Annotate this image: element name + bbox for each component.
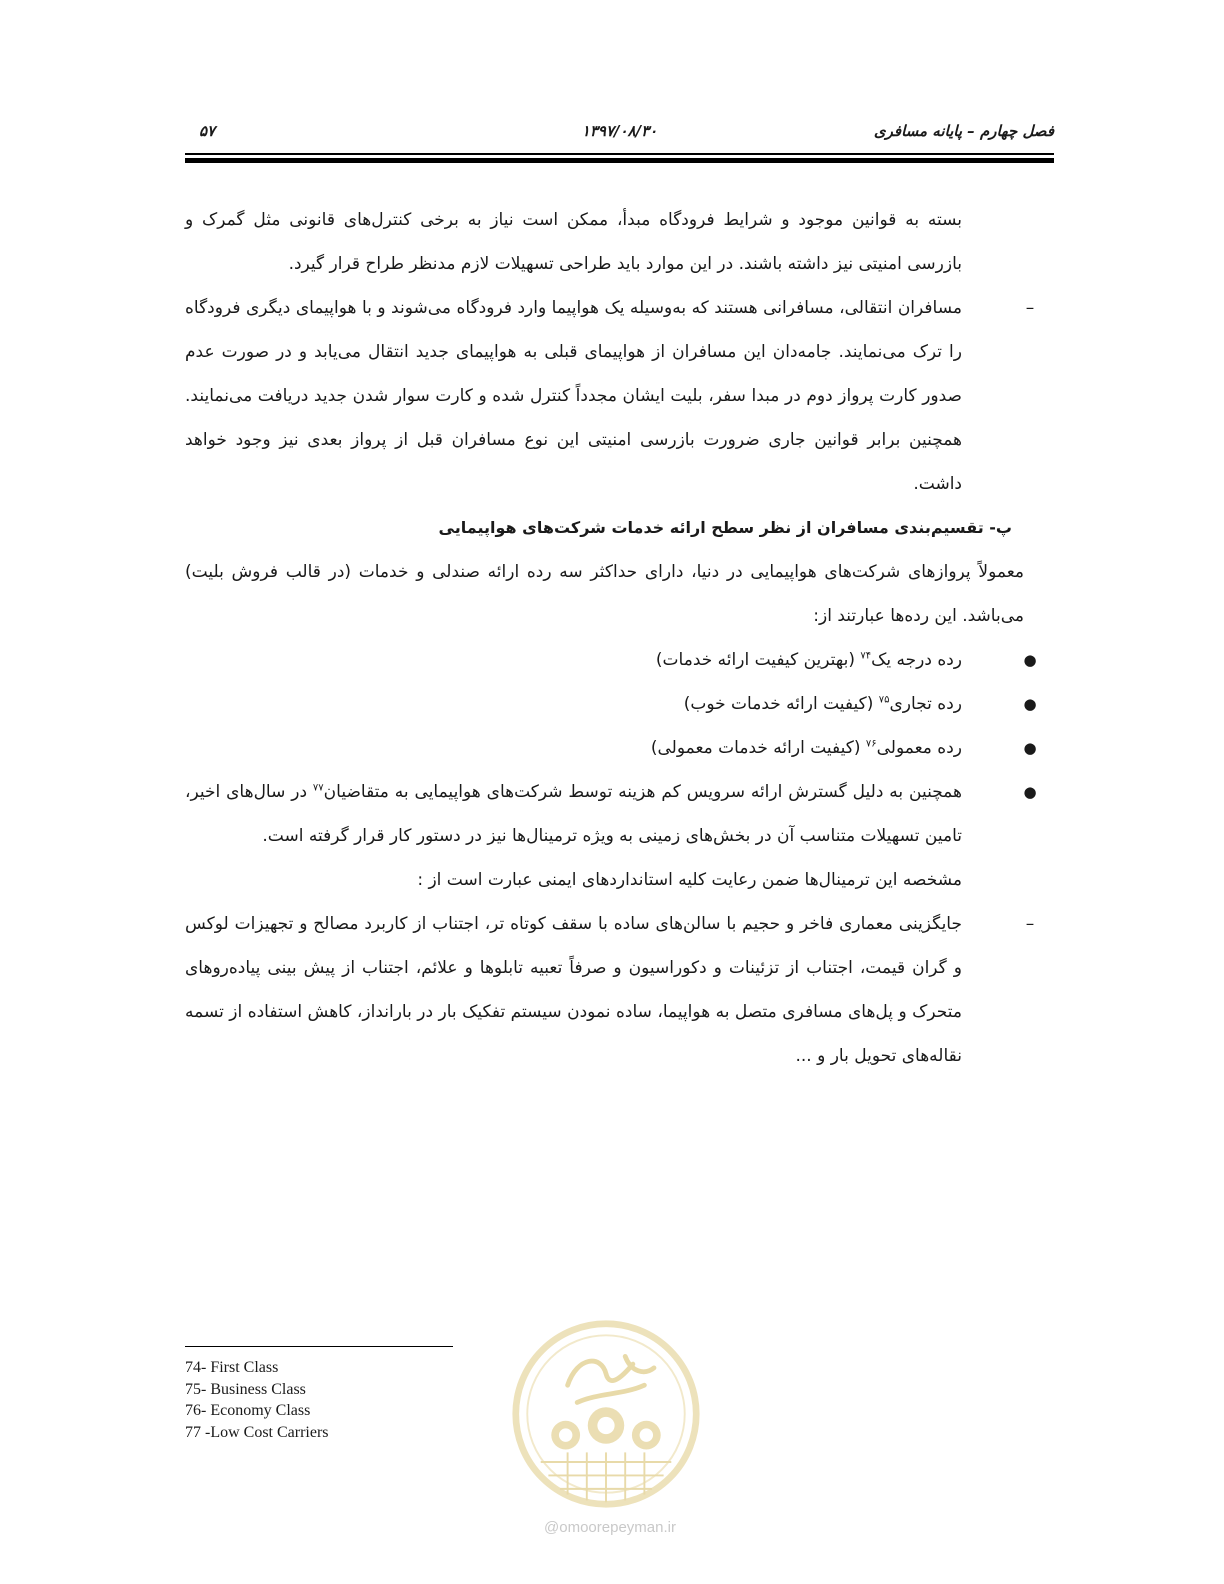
bullet-first-class — [185, 638, 1037, 682]
page-body — [185, 198, 1054, 1078]
bullet-marker: ● — [1023, 651, 1037, 669]
footnote-rule — [185, 1346, 453, 1347]
watermark-logo-icon — [510, 1318, 702, 1510]
bullet-text: رده تجاری — [889, 694, 962, 714]
paragraph-terminal-features: مشخصه این ترمینال‌ها ضمن رعایت کلیه استانداردهای ایمنی عبارت است از : — [417, 870, 962, 890]
footnote-75: 75- Business Class — [185, 1380, 306, 1398]
footnote-76: 76- Economy Class — [185, 1402, 311, 1419]
bullet-text: (بهترین کیفیت ارائه خدمات) — [655, 650, 861, 670]
section-heading: پ- تقسیم‌بندی مسافران از نظر سطح ارائه خدمات شرکت‌های هواپیمایی — [438, 518, 1012, 537]
dash-item-text: مسافران انتقالی، مسافرانی هستند که به‌وسیله یک هواپیما وارد فرودگاه می‌شوند و با هواپیمای دیگری فرودگاه را ترک می‌نمایند. جامه‌دان این مسافران از هواپیمای قبلی به هواپیمای جدید انتقال می‌یابد و در صورت عدم صدور کارت پرواز دوم در مبدا سفر، بلیت ایشان مجدداً کنترل شده و کارت سوار شدن جدید دریافت می‌نمایند. همچنین برابر قوانین جاری ضرورت بازرسی امنیتی این نوع مسافران قبل از پرواز بعدی نیز وجود خواهد داشت. — [185, 298, 962, 494]
footnote-ref: ۷۴ — [860, 650, 872, 662]
bullet-text: همچنین به دلیل گسترش ارائه سرویس کم هزینه توسط شرکت‌های هواپیمایی به متقاضیان — [323, 782, 962, 802]
bullet-text: (کیفیت ارائه خدمات خوب) — [683, 694, 879, 714]
dash-item-text: جایگزینی معماری فاخر و حجیم با سالن‌های ساده با سقف کوتاه تر، اجتناب از کاربرد مصالح و تجهیزات لوکس و گران قیمت، اجتناب از تزئینات و دکوراسیون و صرفاً تعبیه تابلوها و علائم، اجتناب از پیش بینی پیاده‌روهای متحرک و پل‌های مسافری متصل به هواپیما، ساده نمودن سیستم تفکیک بار در بارانداز، کاهش استفاده از تسمه نقاله‌های تحویل بار و ... — [185, 914, 962, 1066]
bullet-text: رده معمولی — [876, 738, 962, 758]
footnote-77: 77 -Low Cost Carriers — [185, 1423, 329, 1441]
page-header — [185, 118, 1054, 148]
paragraph-classes: معمولاً پروازهای شرکت‌های هواپیمایی در دنیا، دارای حداکثر سه رده ارائه صندلی و خدمات (در قالب فروش بلیت) می‌باشد. این رده‌ها عبارتند از: — [185, 562, 1024, 626]
paragraph-intro: بسته به قوانین موجود و شرایط فرودگاه مبدأ، ممکن است نیاز به برخی کنترل‌های قانونی مثل گمرک و بازرسی امنیتی نیز داشته باشند. در این موارد باید طراحی تسهیلات لازم مدنظر طراح قرار گیرد. — [185, 210, 962, 274]
footnote-ref: ۷۵ — [878, 694, 890, 706]
bullet-marker: ● — [1023, 783, 1037, 801]
header-date: ۱۳۹۷/۰۸/۳۰ — [581, 122, 658, 140]
bullet-marker: ● — [1023, 739, 1037, 757]
bullet-economy-class — [185, 726, 1037, 770]
page-number: ۵۷ — [199, 122, 216, 140]
dash-item-transfer — [185, 286, 1035, 506]
watermark-url: @omoorepeyman.ir — [544, 1519, 676, 1536]
footnote-74: 74- First Class — [185, 1359, 279, 1376]
dash-item-architecture — [185, 902, 1035, 1078]
bullet-marker: ● — [1023, 695, 1037, 713]
bullet-text: (کیفیت ارائه خدمات معمولی) — [650, 738, 866, 758]
footnote-ref: ۷۷ — [312, 782, 324, 794]
dash-marker: – — [1025, 298, 1035, 318]
header-rule-thin — [185, 153, 1054, 155]
bullet-text: در سال‌های اخیر، تامین تسهیلات متناسب آن در بخش‌های زمینی به ویژه ترمینال‌ها نیز در دستور کار قرار گرفته است. — [185, 782, 962, 846]
bullet-business-class — [185, 682, 1037, 726]
bullet-low-cost — [185, 770, 1037, 858]
chapter-title: فصل چهارم – پایانه مسافری — [873, 122, 1054, 140]
footnote-ref: ۷۶ — [865, 738, 877, 750]
dash-marker: – — [1025, 914, 1035, 934]
header-rule-thick — [185, 158, 1054, 163]
footnotes — [185, 1357, 545, 1443]
bullet-text: رده درجه یک — [871, 650, 962, 670]
